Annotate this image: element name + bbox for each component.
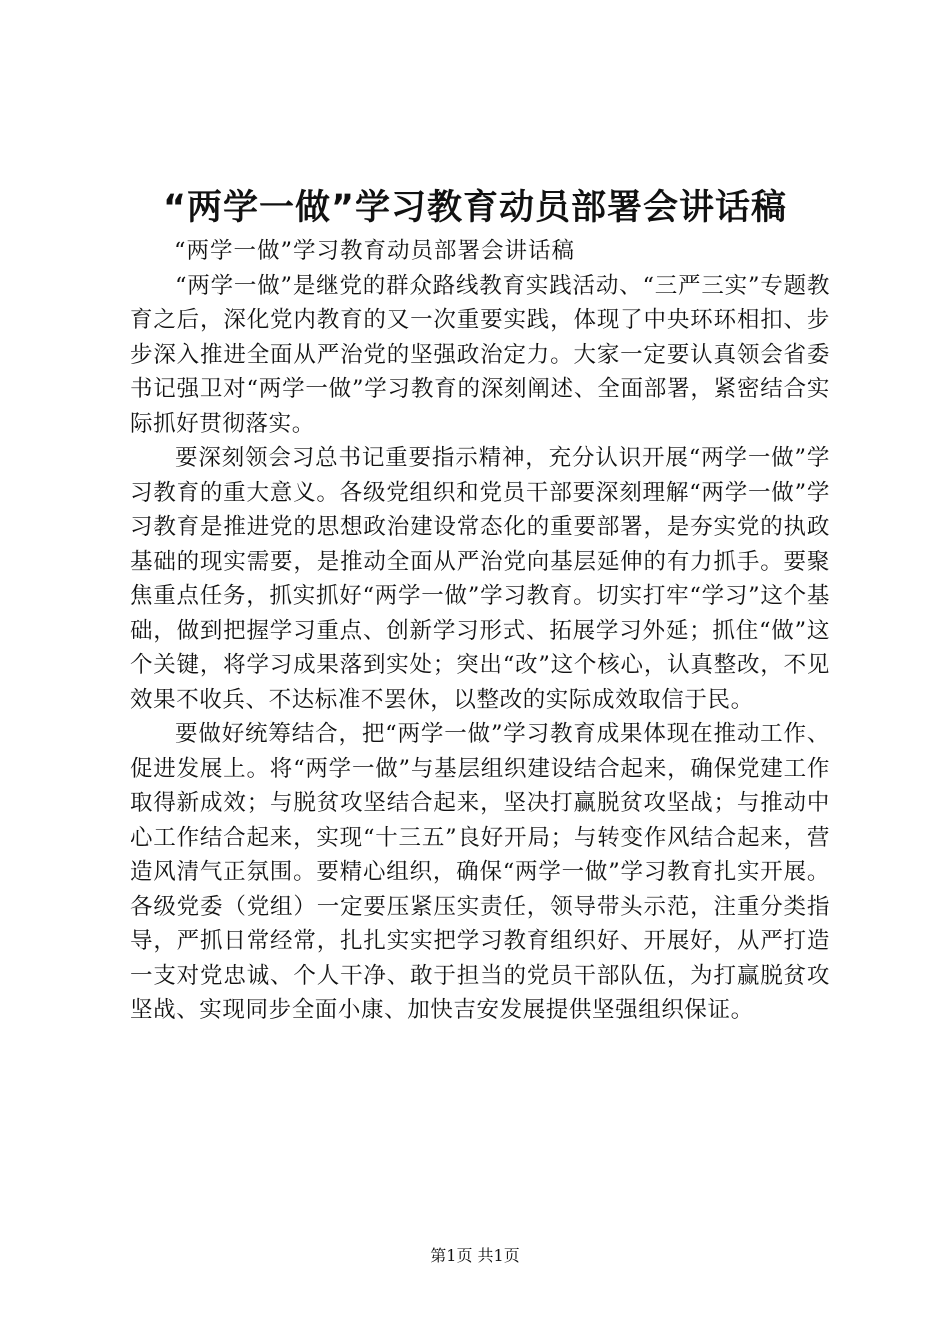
- document-title: “两学一做”学习教育动员部署会讲话稿: [162, 188, 787, 228]
- page-footer: 第1页 共1页: [430, 1246, 520, 1265]
- document-body: [130, 234, 830, 1028]
- paragraph-3: 要做好统筹结合，把“两学一做”学习教育成果体现在推动工作、促进发展上。将“两学一做”与基层组织建设结合起来，确保党建工作取得新成效；与脱贫攻坚结合起来，坚决打赢脱贫攻坚战；与推动中心工作结合起来，实现“十三五”良好开局；与转变作风结合起来，营造风清气正氛围。要精心组织，确保“两学一做”学习教育扎实开展。各级党委（党组）一定要压紧压实责任，领导带头示范，注重分类指导，严抓日常经常，扎扎实实把学习教育组织好、开展好，从严打造一支对党忠诚、个人干净、敢于担当的党员干部队伍，为打赢脱贫攻坚战、实现同步全面小康、加快吉安发展提供坚强组织保证。: [130, 721, 830, 1023]
- document-subtitle: “两学一做”学习教育动员部署会讲话稿: [174, 238, 576, 264]
- paragraph-1: “两学一做”是继党的群众路线教育实践活动、“三严三实”专题教育之后，深化党内教育的又一次重要实践，体现了中央环环相扣、步步深入推进全面从严治党的坚强政治定力。大家一定要认真领会省委书记强卫对“两学一做”学习教育的深刻阐述、全面部署，紧密结合实际抓好贯彻落实。: [130, 272, 830, 437]
- paragraph-2: 要深刻领会习总书记重要指示精神，充分认识开展“两学一做”学习教育的重大意义。各级党组织和党员干部要深刻理解“两学一做”学习教育是推进党的思想政治建设常态化的重要部署，是夯实党的执政基础的现实需要，是推动全面从严治党向基层延伸的有力抓手。要聚焦重点任务，抓实抓好“两学一做”学习教育。切实打牢“学习”这个基础，做到把握学习重点、创新学习形式、拓展学习外延；抓住“做”这个关键，将学习成果落到实处；突出“改”这个核心，认真整改，不见效果不收兵、不达标准不罢休，以整改的实际成效取信于民。: [130, 445, 830, 713]
